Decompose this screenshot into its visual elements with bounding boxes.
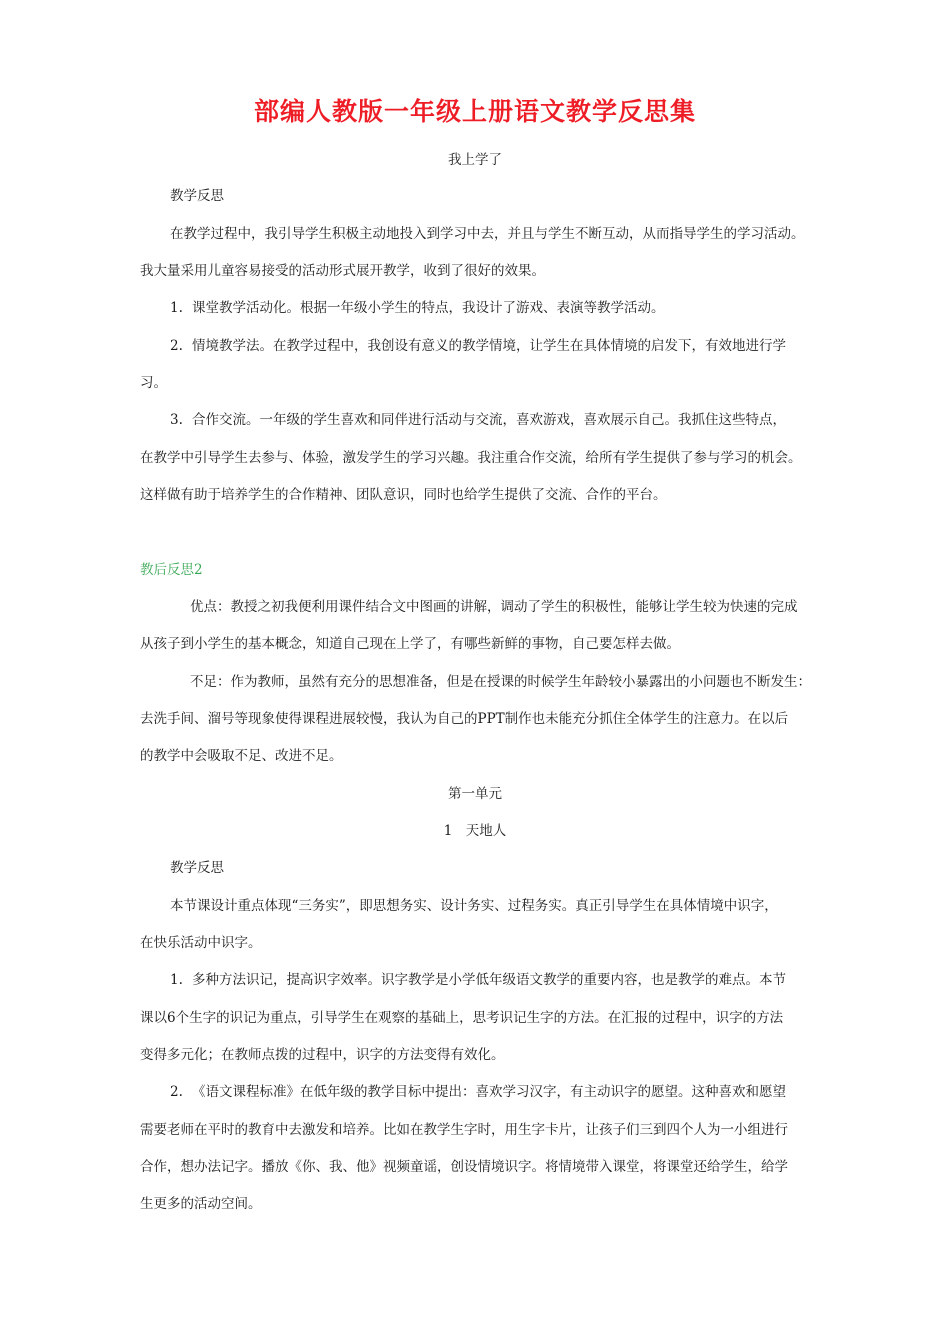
paragraph-line: 在快乐活动中识字。	[140, 935, 262, 951]
paragraph-line: 在教学过程中，我引导学生积极主动地投入到学习中去，并且与学生不断互动，从而指导学生的学习活动。	[170, 226, 805, 242]
list-number: 2.	[170, 338, 183, 354]
list-number: 1.	[170, 972, 183, 988]
list-number: 2.	[170, 1084, 183, 1100]
list-number: 3.	[170, 412, 183, 428]
paragraph-line: 变得多元化；在教师点拨的过程中，识字的方法变得有效化。	[140, 1047, 505, 1063]
lesson-heading: 1 天地人	[443, 823, 507, 839]
paragraph-line: 在教学中引导学生去参与、体验，激发学生的学习兴趣。我注重合作交流，给所有学生提供了参与学习的机会。	[140, 450, 802, 466]
paragraph-line: 从孩子到小学生的基本概念，知道自己现在上学了，有哪些新鲜的事物，自己要怎样去做。	[140, 636, 680, 652]
paragraph-line: 课以6个生字的识记为重点，引导学生在观察的基础上，思考识记生字的方法。在汇报的过程中，识字的方法	[140, 1010, 784, 1026]
list-item-2	[170, 1082, 786, 1102]
list-item-1	[170, 970, 786, 990]
subheading-teaching-reflection: 教学反思	[170, 188, 224, 204]
paragraph-line: 去洗手间、溜号等现象使得课程进展较慢，我认为自己的PPT制作也未能充分抓住全体学生的注意力。在以后	[140, 711, 789, 727]
list-text: 《语文课程标准》在低年级的教学目标中提出：喜欢学习汉字，有主动识字的愿望。这种喜欢和愿望	[192, 1084, 786, 1100]
paragraph-line: 生更多的活动空间。	[140, 1196, 262, 1212]
section-heading-wo-shang-xue-le: 我上学了	[448, 152, 502, 168]
paragraph-line: 不足：作为教师，虽然有充分的思想准备，但是在授课的时候学生年龄较小暴露出的小问题也不断发生：	[190, 674, 811, 690]
paragraph-line: 优点：教授之初我便利用课件结合文中图画的讲解，调动了学生的积极性，能够让学生较为快速的完成	[190, 599, 798, 615]
paragraph-line: 这样做有助于培养学生的合作精神、团队意识，同时也给学生提供了交流、合作的平台。	[140, 487, 667, 503]
list-text: 情境教学法。在教学过程中，我创设有意义的教学情境，让学生在具体情境的启发下，有效地进行学	[192, 338, 786, 354]
paragraph-line: 习。	[140, 375, 167, 391]
paragraph-line: 合作，想办法记字。播放《你、我、他》视频童谣，创设情境识字。将情境带入课堂，将课堂还给学生，给学	[140, 1159, 788, 1175]
subheading-teaching-reflection: 教学反思	[170, 860, 224, 876]
list-number: 1.	[170, 300, 183, 316]
list-text: 多种方法识记，提高识字效率。识字教学是小学低年级语文教学的重要内容，也是教学的难点。本节	[192, 972, 786, 988]
document-title: 部编人教版一年级上册语文教学反思集	[253, 97, 696, 126]
list-item-1	[170, 298, 665, 318]
paragraph-line: 需要老师在平时的教育中去激发和培养。比如在教学生字时，用生字卡片，让孩子们三到四个人为一小组进行	[140, 1122, 788, 1138]
paragraph-line: 的教学中会吸取不足、改进不足。	[140, 748, 343, 764]
paragraph-line: 我大量采用儿童容易接受的活动形式展开教学，收到了很好的效果。	[140, 263, 545, 279]
unit-heading: 第一单元	[448, 786, 502, 802]
list-item-3	[170, 410, 786, 430]
list-text: 课堂教学活动化。根据一年级小学生的特点，我设计了游戏、表演等教学活动。	[192, 300, 665, 316]
section-heading-post-reflection-2: 教后反思2	[140, 562, 203, 578]
list-item-2	[170, 336, 786, 356]
list-text: 合作交流。一年级的学生喜欢和同伴进行活动与交流，喜欢游戏，喜欢展示自己。我抓住这些特点，	[192, 412, 786, 428]
paragraph-line: 本节课设计重点体现“三务实”，即思想务实、设计务实、过程务实。真正引导学生在具体情境中识字，	[170, 898, 778, 914]
